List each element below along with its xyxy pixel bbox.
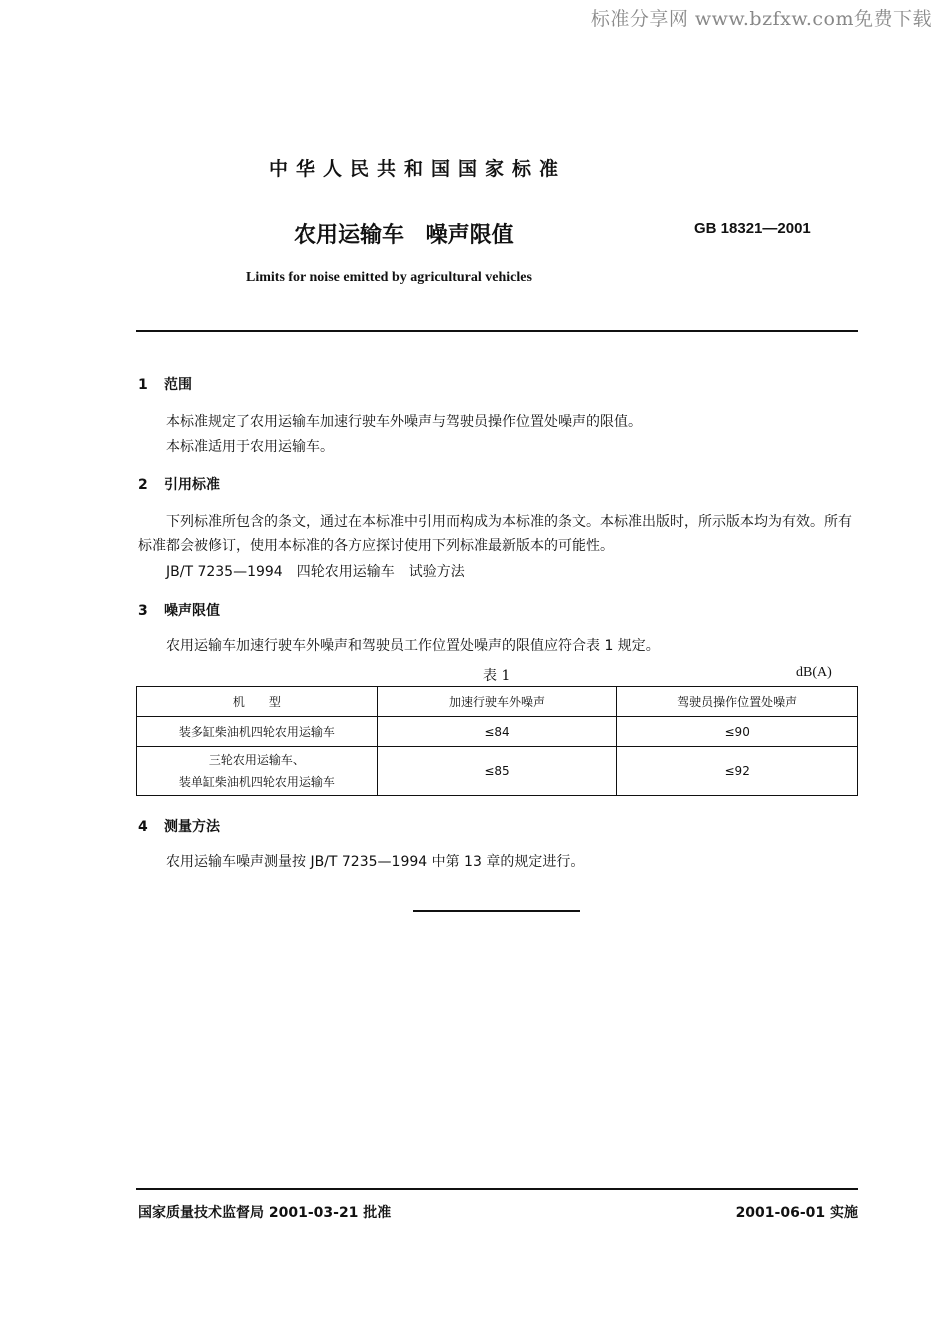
header-cell: 加速行驶车外噪声 xyxy=(377,687,617,717)
english-title: Limits for noise emitted by agricultural vehicles xyxy=(246,270,532,285)
section-1-heading xyxy=(138,374,192,394)
watermark: 标准分享网 www.bzfxw.com免费下载 xyxy=(590,8,932,30)
section-title: 噪声限值 xyxy=(164,603,220,619)
header-cell: 机 型 xyxy=(137,687,378,717)
vehicle-type-cell: 装多缸柴油机四轮农用运输车 xyxy=(137,717,378,747)
section-1-paragraph-2: 本标准适用于农用运输车。 xyxy=(166,439,334,455)
exterior-noise-cell: ≤84 xyxy=(377,717,617,747)
exterior-noise-cell: ≤85 xyxy=(377,747,617,796)
section-title: 引用标准 xyxy=(164,477,220,493)
document-title: 农用运输车 噪声限值 xyxy=(294,223,514,248)
header-rule xyxy=(136,330,858,332)
effective-date: 2001-06-01 实施 xyxy=(735,1205,858,1221)
footer-rule xyxy=(136,1188,858,1190)
table-row xyxy=(137,747,858,796)
vehicle-type-line-2: 装单缸柴油机四轮农用运输车 xyxy=(178,775,335,789)
section-1-paragraph-1: 本标准规定了农用运输车加速行驶车外噪声与驾驶员操作位置处噪声的限值。 xyxy=(166,414,642,430)
vehicle-type-cell xyxy=(137,747,378,796)
section-number: 4 xyxy=(138,819,148,835)
driver-noise-cell: ≤92 xyxy=(617,747,858,796)
header-cell: 驾驶员操作位置处噪声 xyxy=(617,687,858,717)
section-number: 3 xyxy=(138,603,148,619)
section-3-heading xyxy=(138,600,220,620)
noise-limits-table xyxy=(136,686,858,796)
table-header-row xyxy=(137,687,858,717)
vehicle-type-line-1: 三轮农用运输车、 xyxy=(208,753,305,767)
table-row xyxy=(137,717,858,747)
section-number: 2 xyxy=(138,477,148,493)
section-title: 测量方法 xyxy=(164,819,220,835)
driver-noise-cell: ≤90 xyxy=(617,717,858,747)
end-rule xyxy=(413,910,580,912)
table-unit: dB(A) xyxy=(796,665,832,680)
section-title: 范围 xyxy=(164,377,192,393)
section-4-paragraph-1: 农用运输车噪声测量按 JB/T 7235—1994 中第 13 章的规定进行。 xyxy=(166,854,585,870)
section-2-paragraph-1: 下列标准所包含的条文，通过在本标准中引用而构成为本标准的条文。本标准出版时，所示版本均为有效。所有标准都会被修订，使用本标准的各方应探讨使用下列标准最新版本的可能性。 xyxy=(138,514,852,554)
section-3-paragraph-1: 农用运输车加速行驶车外噪声和驾驶员工作位置处噪声的限值应符合表 1 规定。 xyxy=(166,638,660,654)
section-4-heading xyxy=(138,816,220,836)
national-standard-heading: 中华人民共和国国家标准 xyxy=(268,158,566,180)
table-caption: 表 1 xyxy=(483,668,511,684)
section-2-heading xyxy=(138,474,220,494)
section-number: 1 xyxy=(138,377,148,393)
standard-code: GB 18321—2001 xyxy=(694,220,811,237)
section-2-reference: JB/T 7235—1994 四轮农用运输车 试验方法 xyxy=(166,564,465,580)
approval-info: 国家质量技术监督局 2001-03-21 批准 xyxy=(138,1205,392,1221)
